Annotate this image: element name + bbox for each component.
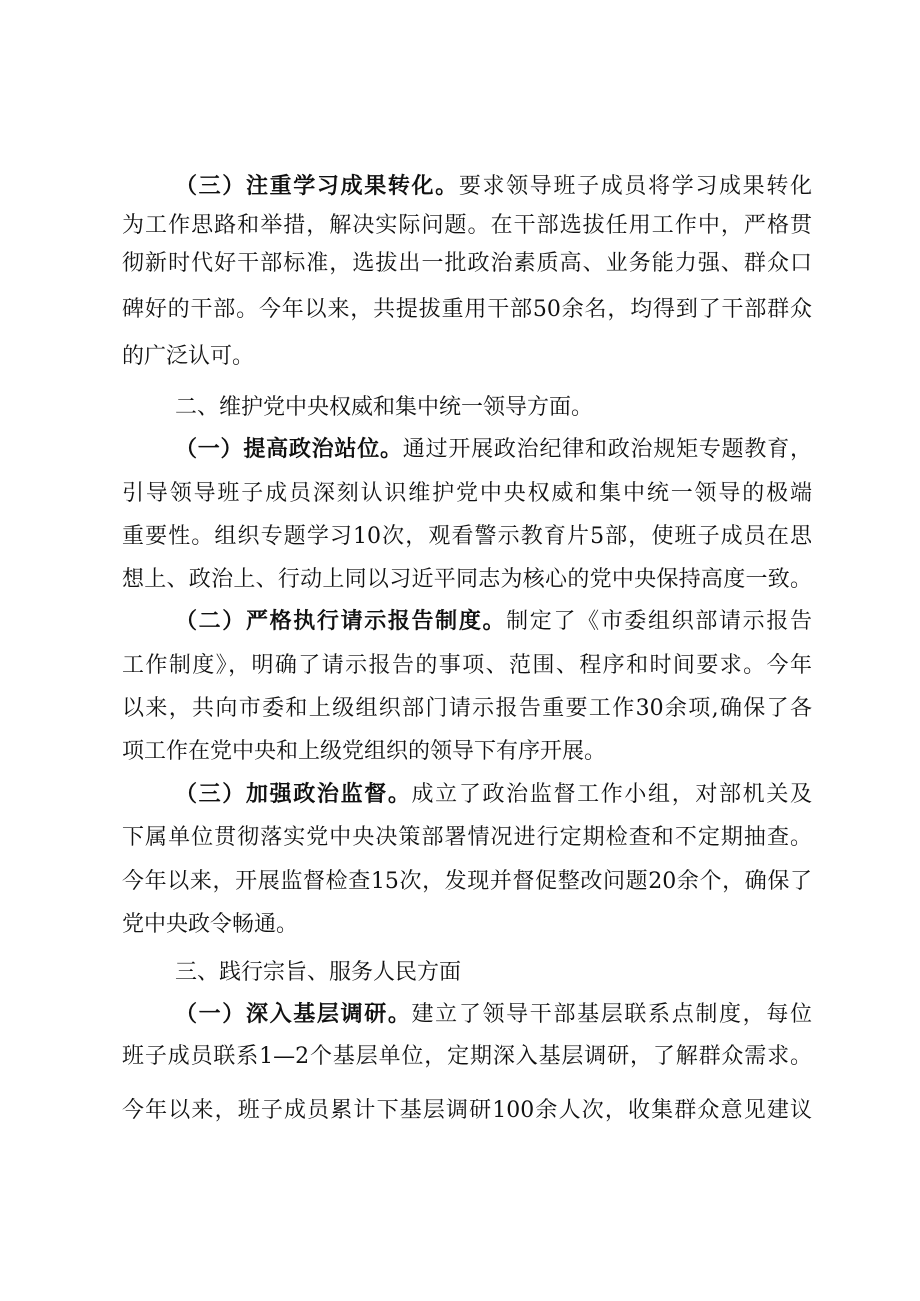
para5-line3: 今年以来，班子成员累计下基层调研100余人次，收集群众意见建议 bbox=[122, 1098, 812, 1123]
para4-line3: 今年以来，开展监督检查15次，发现并督促整改问题20余个，确保了 bbox=[122, 869, 812, 894]
para2-line2: 引导领导班子成员深刻认识维护党中央权威和集中统一领导的极端 bbox=[122, 481, 812, 506]
para4-title: （三）加强政治监督。 bbox=[175, 782, 412, 807]
para5-line1 bbox=[175, 1000, 812, 1030]
section2-heading: 二、维护党中央权威和集中统一领导方面。 bbox=[175, 395, 594, 420]
para4-line1-text: 成立了政治监督工作小组，对部机关及 bbox=[411, 782, 812, 807]
para1-line1 bbox=[175, 172, 812, 202]
para3-line2: 工作制度》，明确了请示报告的事项、范围、程序和时间要求。今年 bbox=[122, 653, 812, 678]
para1-title: （三）注重学习成果转化。 bbox=[175, 174, 459, 199]
section3-heading: 三、践行宗旨、服务人民方面 bbox=[175, 960, 462, 985]
para5-line2: 班子成员联系1—2个基层单位，定期深入基层调研，了解群众需求。 bbox=[122, 1044, 812, 1069]
para5-title: （一）深入基层调研。 bbox=[175, 1002, 412, 1027]
para2-line1 bbox=[175, 435, 812, 465]
para4-line2: 下属单位贯彻落实党中央决策部署情况进行定期检查和不定期抽查。 bbox=[122, 825, 812, 850]
para1-line1-text: 要求领导班子成员将学习成果转化 bbox=[458, 174, 812, 199]
para4-line4: 党中央政令畅通。 bbox=[122, 912, 299, 937]
para3-line1-text: 制定了《市委组织部请示报告 bbox=[506, 609, 812, 634]
para4-line1 bbox=[175, 780, 812, 810]
para3-line3: 以来，共向市委和上级组织部门请示报告重要工作30余项,确保了各 bbox=[122, 696, 812, 721]
para3-line4: 项工作在党中央和上级党组织的领导下有序开展。 bbox=[122, 739, 607, 764]
para1-line5: 的广泛认可。 bbox=[122, 344, 255, 369]
para1-line4: 碑好的干部。今年以来，共提拔重用干部50余名，均得到了干部群众 bbox=[122, 297, 812, 322]
para2-line1-text: 通过开展政治纪律和政治规矩专题教育， bbox=[402, 437, 812, 462]
para3-title: （二）严格执行请示报告制度。 bbox=[175, 609, 507, 634]
para5-line1-text: 建立了领导干部基层联系点制度，每位 bbox=[411, 1002, 812, 1027]
para2-line3: 重要性。组织专题学习10次，观看警示教育片5部，使班子成员在思 bbox=[122, 524, 812, 549]
para2-line4: 想上、政治上、行动上同以习近平同志为核心的党中央保持高度一致。 bbox=[122, 567, 812, 592]
para1-line3: 彻新时代好干部标准，选拔出一批政治素质高、业务能力强、群众口 bbox=[122, 251, 812, 276]
para2-title: （一）提高政治站位。 bbox=[175, 437, 403, 462]
para1-line2: 为工作思路和举措，解决实际问题。在干部选拔任用工作中，严格贯 bbox=[122, 213, 812, 238]
para3-line1 bbox=[175, 607, 812, 637]
